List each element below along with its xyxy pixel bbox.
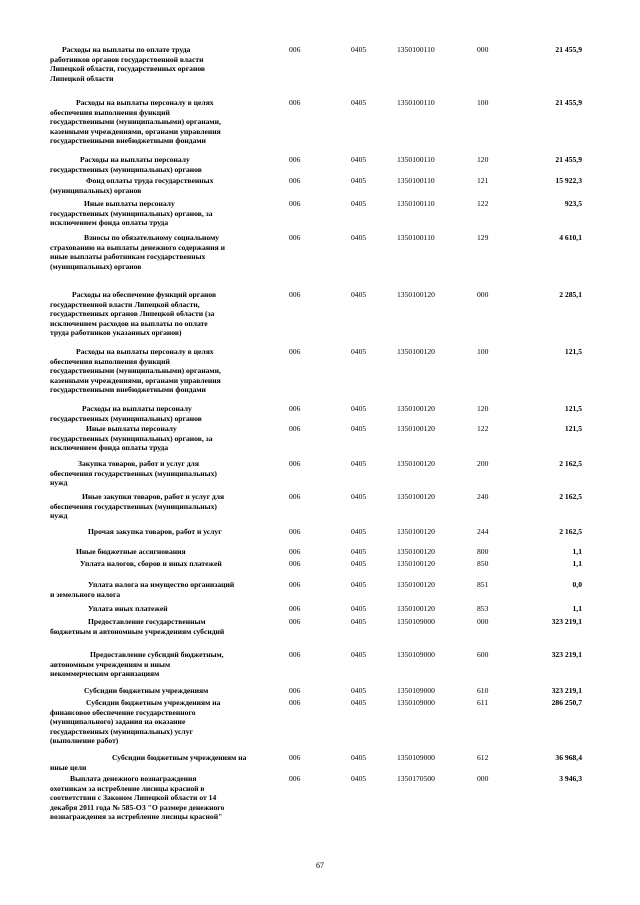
row-description: Расходы на выплаты персоналу в целях обеспечения выполнения функций государственными (муниципальными) органами, казенными учреждениями, органами управления государственными внебюджетными фондами [50, 98, 221, 146]
code-target: 1350100110 [397, 199, 435, 208]
row-description: Предоставление субсидий бюджетным, автономным учреждениям и иным некоммерческим организациям [50, 650, 224, 679]
code-target: 1350100110 [397, 233, 435, 242]
code-ministry: 006 [289, 580, 301, 589]
code-expense-type: 100 [477, 98, 489, 107]
code-expense-type: 000 [477, 617, 489, 626]
row-description: Расходы на выплаты по оплате труда работников органов государственной власти Липецкой области, государственных органов Липецкой области [50, 45, 206, 83]
code-expense-type: 121 [477, 176, 489, 185]
code-ministry: 006 [289, 155, 301, 164]
code-section: 0405 [351, 698, 367, 707]
code-target: 1350100110 [397, 155, 435, 164]
code-target: 1350100120 [397, 604, 435, 613]
code-section: 0405 [351, 559, 367, 568]
row-description: Выплата денежного вознаграждения охотникам за истребление лисицы красной в соответствии с Законом Липецкой области от 14 декабря 2011 года № 585-ОЗ "О размере денежного вознаграждения за истребление лисицы красной" [50, 774, 225, 822]
code-target: 1350109000 [397, 753, 435, 762]
code-section: 0405 [351, 617, 367, 626]
row-amount: 4 610,1 [559, 233, 582, 242]
row-amount: 3 946,3 [559, 774, 582, 783]
code-expense-type: 100 [477, 347, 489, 356]
code-target: 1350100110 [397, 176, 435, 185]
code-ministry: 006 [289, 459, 301, 468]
code-section: 0405 [351, 45, 367, 54]
row-description: Иные выплаты персоналу государственных (муниципальных) органов, за исключением фонда оплаты труда [50, 199, 213, 228]
row-amount: 121,5 [564, 347, 582, 356]
code-expense-type: 800 [477, 547, 489, 556]
code-target: 1350109000 [397, 617, 435, 626]
row-amount: 121,5 [564, 424, 582, 433]
code-expense-type: 129 [477, 233, 489, 242]
code-target: 1350100120 [397, 424, 435, 433]
code-target: 1350109000 [397, 650, 435, 659]
code-ministry: 006 [289, 176, 301, 185]
row-description: Иные закупки товаров, работ и услуг для обеспечения государственных (муниципальных) нужд [50, 492, 225, 521]
code-expense-type: 850 [477, 559, 489, 568]
code-target: 1350100120 [397, 527, 435, 536]
code-target: 1350100120 [397, 404, 435, 413]
row-description: Расходы на выплаты персоналу в целях обеспечения выполнения функций государственными (муниципальными) органами, казенными учреждениями, органами управления государственными внебюджетными фондами [50, 347, 221, 395]
code-expense-type: 200 [477, 459, 489, 468]
code-target: 1350100120 [397, 492, 435, 501]
code-expense-type: 000 [477, 774, 489, 783]
code-target: 1350100120 [397, 547, 435, 556]
code-expense-type: 851 [477, 580, 489, 589]
row-amount: 2 285,1 [559, 290, 582, 299]
code-ministry: 006 [289, 527, 301, 536]
row-description: Иные выплаты персоналу государственных (муниципальных) органов, за исключением фонда оплаты труда [50, 424, 213, 453]
code-expense-type: 122 [477, 424, 489, 433]
row-amount: 15 922,3 [555, 176, 582, 185]
code-section: 0405 [351, 176, 367, 185]
code-expense-type: 120 [477, 155, 489, 164]
code-ministry: 006 [289, 650, 301, 659]
code-section: 0405 [351, 424, 367, 433]
code-target: 1350100120 [397, 459, 435, 468]
row-description: Субсидии бюджетным учреждениям [84, 686, 209, 695]
code-ministry: 006 [289, 698, 301, 707]
code-expense-type: 853 [477, 604, 489, 613]
row-description: Уплата налога на имущество организаций и земельного налога [50, 580, 235, 599]
row-description: Фонд оплаты труда государственных (муниципальных) органов [50, 176, 214, 195]
code-section: 0405 [351, 547, 367, 556]
row-amount: 323 219,1 [551, 686, 582, 695]
row-amount: 2 162,5 [559, 492, 582, 501]
row-amount: 2 162,5 [559, 459, 582, 468]
code-target: 1350170500 [397, 774, 435, 783]
row-amount: 21 455,9 [555, 45, 582, 54]
code-ministry: 006 [289, 547, 301, 556]
row-amount: 323 219,1 [551, 617, 582, 626]
code-section: 0405 [351, 753, 367, 762]
row-amount: 36 968,4 [555, 753, 582, 762]
code-section: 0405 [351, 492, 367, 501]
row-amount: 21 455,9 [555, 98, 582, 107]
code-ministry: 006 [289, 774, 301, 783]
code-ministry: 006 [289, 347, 301, 356]
row-description: Субсидии бюджетным учреждениям на финансовое обеспечение государственного (муниципального) задания на оказание государственных (муниципальных) услуг (выполнение работ) [50, 698, 221, 746]
code-expense-type: 240 [477, 492, 489, 501]
code-section: 0405 [351, 604, 367, 613]
code-ministry: 006 [289, 199, 301, 208]
row-amount: 323 219,1 [551, 650, 582, 659]
code-section: 0405 [351, 650, 367, 659]
code-target: 1350100120 [397, 559, 435, 568]
code-ministry: 006 [289, 492, 301, 501]
row-description: Закупка товаров, работ и услуг для обеспечения государственных (муниципальных) нужд [50, 459, 217, 488]
code-section: 0405 [351, 233, 367, 242]
row-amount: 1,1 [572, 559, 582, 568]
code-expense-type: 120 [477, 404, 489, 413]
page-number: 67 [316, 861, 324, 870]
code-target: 1350109000 [397, 686, 435, 695]
code-section: 0405 [351, 404, 367, 413]
code-target: 1350100110 [397, 45, 435, 54]
code-ministry: 006 [289, 617, 301, 626]
code-expense-type: 244 [477, 527, 489, 536]
row-description: Расходы на выплаты персоналу государственных (муниципальных) органов [50, 155, 202, 174]
code-ministry: 006 [289, 233, 301, 242]
row-description: Взносы по обязательному социальному страхованию на выплаты денежного содержания и иные выплаты работникам государственных (муниципальных) органов [50, 233, 225, 271]
code-ministry: 006 [289, 559, 301, 568]
code-ministry: 006 [289, 98, 301, 107]
row-amount: 1,1 [572, 604, 582, 613]
row-description: Прочая закупка товаров, работ и услуг [88, 527, 222, 536]
row-description: Предоставление государственным бюджетным и автономным учреждениям субсидий [50, 617, 225, 636]
code-ministry: 006 [289, 686, 301, 695]
code-section: 0405 [351, 459, 367, 468]
row-amount: 121,5 [564, 404, 582, 413]
row-amount: 2 162,5 [559, 527, 582, 536]
row-description: Уплата иных платежей [88, 604, 168, 613]
row-amount: 21 455,9 [555, 155, 582, 164]
code-ministry: 006 [289, 604, 301, 613]
code-ministry: 006 [289, 290, 301, 299]
code-section: 0405 [351, 98, 367, 107]
code-ministry: 006 [289, 45, 301, 54]
code-section: 0405 [351, 199, 367, 208]
row-description: Субсидии бюджетным учреждениям на иные цели [50, 753, 247, 772]
code-target: 1350100120 [397, 580, 435, 589]
code-section: 0405 [351, 155, 367, 164]
row-description: Уплата налогов, сборов и иных платежей [80, 559, 222, 568]
row-amount: 923,5 [564, 199, 582, 208]
code-expense-type: 000 [477, 290, 489, 299]
code-expense-type: 611 [477, 698, 489, 707]
row-amount: 1,1 [572, 547, 582, 556]
code-target: 1350100110 [397, 98, 435, 107]
code-expense-type: 000 [477, 45, 489, 54]
code-section: 0405 [351, 580, 367, 589]
code-target: 1350100120 [397, 347, 435, 356]
code-section: 0405 [351, 686, 367, 695]
code-expense-type: 612 [477, 753, 489, 762]
code-expense-type: 610 [477, 686, 489, 695]
code-expense-type: 122 [477, 199, 489, 208]
row-description: Расходы на выплаты персоналу государственных (муниципальных) органов [50, 404, 202, 423]
code-section: 0405 [351, 290, 367, 299]
code-ministry: 006 [289, 753, 301, 762]
code-target: 1350100120 [397, 290, 435, 299]
code-section: 0405 [351, 527, 367, 536]
row-description: Расходы на обеспечение функций органов государственной власти Липецкой области, государственных органов Липецкой области (за исключением расходов на выплаты по оплате труда работников указанных органов) [50, 290, 217, 338]
row-description: Иные бюджетные ассигнования [76, 547, 186, 556]
code-expense-type: 600 [477, 650, 489, 659]
code-ministry: 006 [289, 424, 301, 433]
code-ministry: 006 [289, 404, 301, 413]
row-amount: 0,0 [572, 580, 582, 589]
code-target: 1350109000 [397, 698, 435, 707]
row-amount: 286 250,7 [551, 698, 582, 707]
code-section: 0405 [351, 347, 367, 356]
code-section: 0405 [351, 774, 367, 783]
